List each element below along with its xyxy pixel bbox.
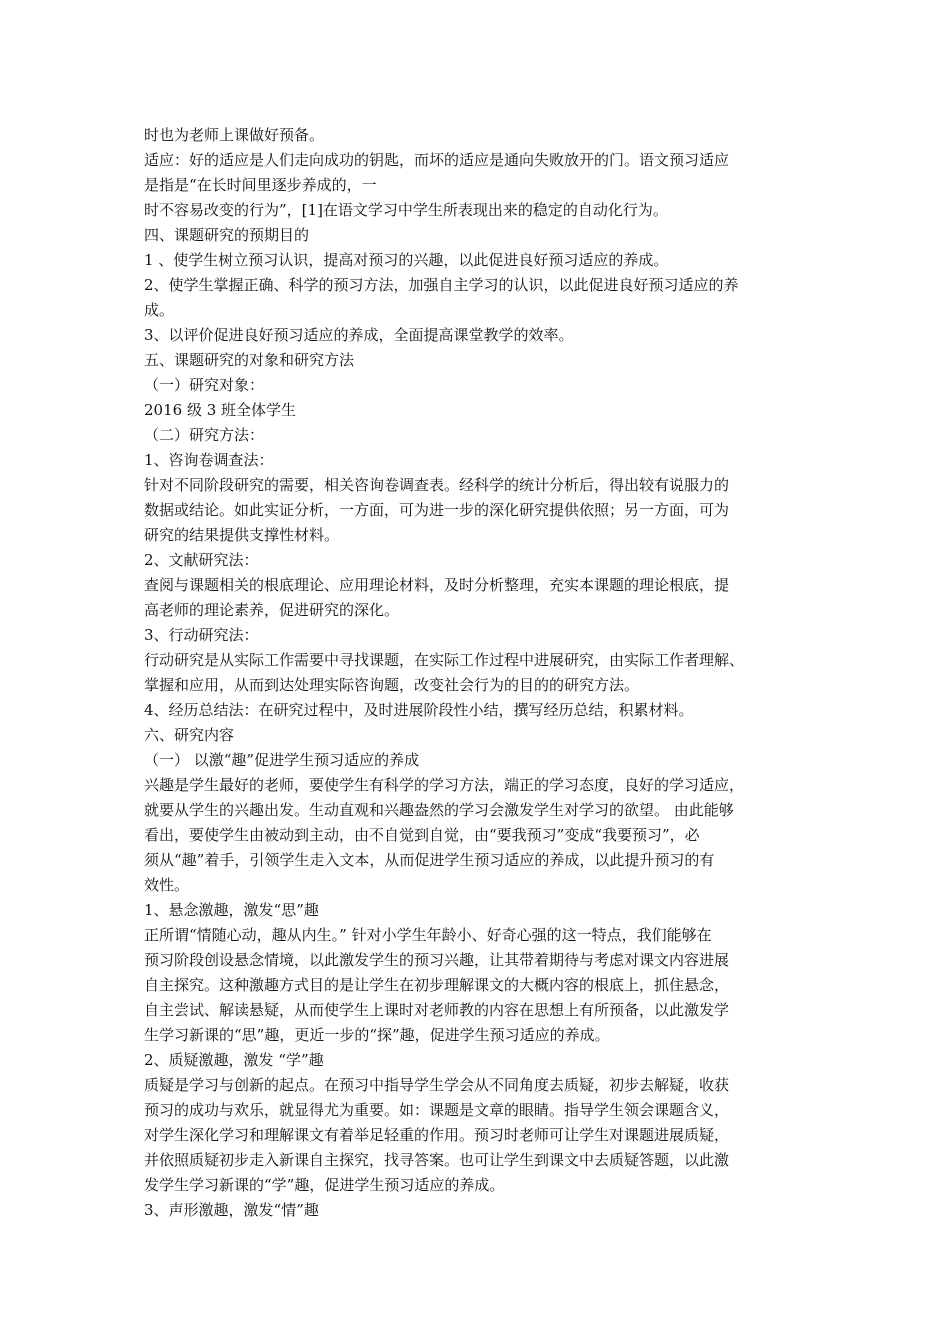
text-line: （一） 以激“趣”促进学生预习适应的养成 (144, 751, 420, 769)
text-line: 正所谓“情随心动，趣从内生。” 针对小学生年龄小、好奇心强的这一特点，我们能够在 (144, 926, 712, 944)
text-line: （二）研究方法： (144, 426, 265, 444)
text-line: 针对不同阶段研究的需要，相关咨询卷调查表。经科学的统计分析后，得出较有说服力的 (144, 476, 730, 494)
text-line: 预习阶段创设悬念情境，以此激发学生的预习兴趣，让其带着期待与考虑对课文内容进展 (144, 951, 730, 969)
text-line: 自主探究。这种激趣方式目的是让学生在初步理解课文的大概内容的根底上，抓住悬念， (144, 976, 730, 994)
text-line: 六、研究内容 (144, 726, 235, 744)
text-line: 质疑是学习与创新的起点。在预习中指导学生学会从不同角度去质疑，初步去解疑，收获 (144, 1076, 730, 1094)
text-line: 1 、使学生树立预习认识，提高对预习的兴趣，以此促进良好预习适应的养成。 (144, 251, 669, 269)
text-line: 3、声形激趣，激发“情”趣 (144, 1201, 319, 1219)
text-line: 适应：好的适应是人们走向成功的钥匙，而坏的适应是通向失败放开的门。语文预习适应 (144, 151, 730, 169)
text-line: 1、悬念激趣，激发“思”趣 (144, 901, 319, 919)
text-line: 效性。 (144, 876, 190, 894)
text-line: 预习的成功与欢乐，就显得尤为重要。如：课题是文章的眼睛。指导学生领会课题含义， (144, 1101, 730, 1119)
text-line: 对学生深化学习和理解课文有着举足轻重的作用。预习时老师可让学生对课题进展质疑， (144, 1126, 730, 1144)
text-line: 2、质疑激趣，激发 “学”趣 (144, 1051, 324, 1069)
text-line: 发学生学习新课的“学”趣，促进学生预习适应的养成。 (144, 1176, 505, 1194)
text-line: 是指是“在长时间里逐步养成的，一 (144, 176, 377, 194)
text-line: 时也为老师上课做好预备。 (144, 126, 325, 144)
text-line: 3、以评价促进良好预习适应的养成，全面提高课堂教学的效率。 (144, 326, 574, 344)
text-line: 就要从学生的兴趣出发。生动直观和兴趣盎然的学习会激发学生对学习的欲望。 由此能够 (144, 801, 734, 819)
text-line: 成。 (144, 301, 175, 319)
text-line: 掌握和应用，从而到达处理实际咨询题，改变社会行为的目的的研究方法。 (144, 676, 640, 694)
text-line: 自主尝试、解读悬疑，从而使学生上课时对老师教的内容在思想上有所预备，以此激发学 (144, 1001, 730, 1019)
text-line: 四、课题研究的预期目的 (144, 226, 310, 244)
text-line: （一）研究对象： (144, 376, 265, 394)
text-line: 2、使学生掌握正确、科学的预习方法，加强自主学习的认识，以此促进良好预习适应的养 (144, 276, 739, 294)
text-line: 数据或结论。如此实证分析，一方面，可为进一步的深化研究提供依照；另一方面，可为 (144, 501, 730, 519)
document-body (144, 123, 824, 1223)
text-line: 2、文献研究法： (144, 551, 259, 569)
text-line: 查阅与课题相关的根底理论、应用理论材料，及时分析整理，充实本课题的理论根底，提 (144, 576, 730, 594)
text-line: 看出，要使学生由被动到主动，由不自觉到自觉，由“要我预习”变成“我要预习”，必 (144, 826, 700, 844)
text-line: 2016 级 3 班全体学生 (144, 401, 297, 419)
text-line: 4、经历总结法：在研究过程中，及时进展阶段性小结，撰写经历总结，积累材料。 (144, 701, 694, 719)
text-line: 时不容易改变的行为”，[1]在语文学习中学生所表现出来的稳定的自动化行为。 (144, 201, 668, 219)
text-line: 须从“趣”着手，引领学生走入文本，从而促进学生预习适应的养成，以此提升预习的有 (144, 851, 715, 869)
text-line: 研究的结果提供支撑性材料。 (144, 526, 340, 544)
text-line: 行动研究是从实际工作需要中寻找课题，在实际工作过程中进展研究，由实际工作者理解、 (144, 651, 745, 669)
text-line: 兴趣是学生最好的老师，要使学生有科学的学习方法，端正的学习态度，良好的学习适应， (144, 776, 745, 794)
text-line: 并依照质疑初步走入新课自主探究，找寻答案。也可让学生到课文中去质疑答题，以此激 (144, 1151, 730, 1169)
text-line: 生学习新课的“思”趣，更近一步的“探”趣，促进学生预习适应的养成。 (144, 1026, 610, 1044)
text-line: 高老师的理论素养，促进研究的深化。 (144, 601, 400, 619)
text-line: 1、咨询卷调查法： (144, 451, 274, 469)
text-line: 3、行动研究法： (144, 626, 259, 644)
text-line: 五、课题研究的对象和研究方法 (144, 351, 355, 369)
